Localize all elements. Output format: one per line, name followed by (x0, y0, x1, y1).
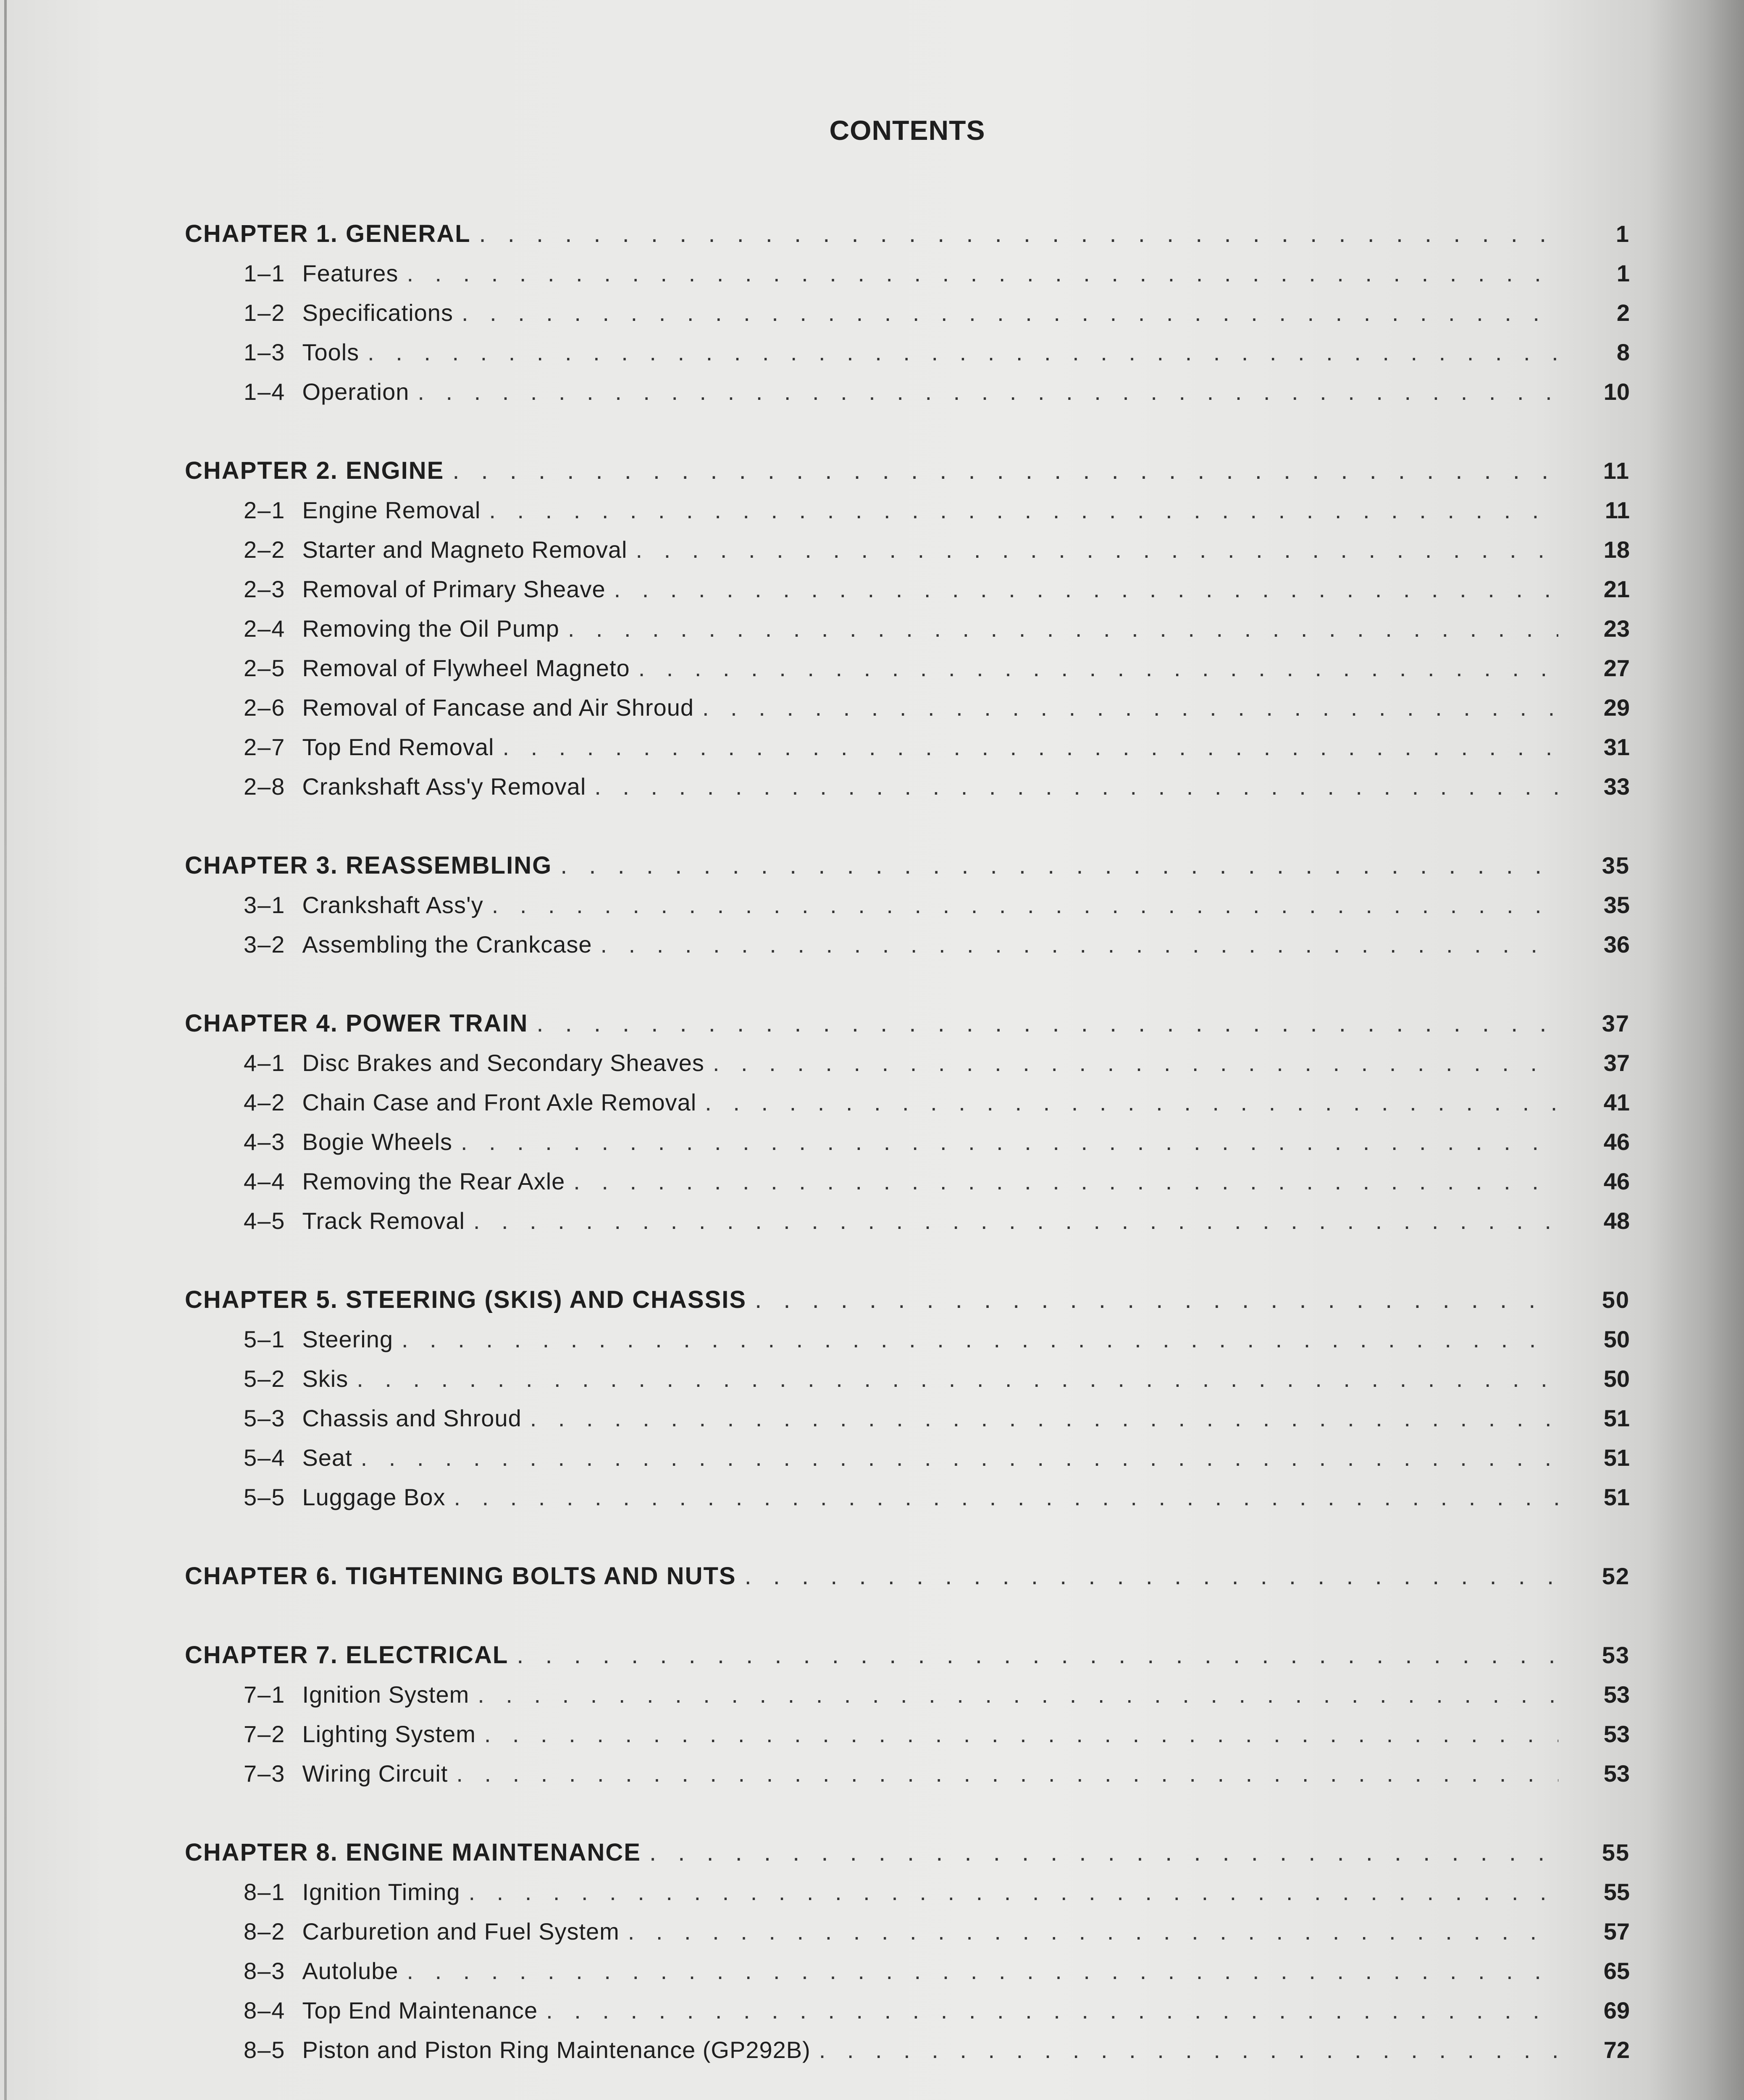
section-number: 1–4 (244, 378, 286, 405)
section-number: 5–1 (244, 1326, 286, 1352)
section-number: 8–2 (244, 1918, 286, 1945)
section-page-number: 51 (1603, 1444, 1630, 1471)
toc-section-entry (185, 1912, 1630, 1951)
section-title: Chassis and Shroud (302, 1405, 522, 1431)
section-title: Track Removal (302, 1208, 465, 1234)
section-page-number: 1 (1616, 260, 1630, 286)
section-page-number: 11 (1605, 497, 1630, 523)
dot-leader (469, 1872, 1558, 1912)
dot-leader (638, 648, 1558, 688)
section-title: Specifications (302, 299, 453, 326)
page-edge-shadow (1647, 0, 1744, 2100)
dot-leader (649, 1833, 1558, 1872)
section-title: Crankshaft Ass'y Removal (302, 773, 586, 800)
toc-chapter (185, 1004, 1630, 1241)
chapter-title: CHAPTER 4. POWER TRAIN (185, 1010, 528, 1037)
section-title: Carburetion and Fuel System (302, 1918, 620, 1945)
toc-chapter-entry (185, 1004, 1630, 1043)
section-page-number: 55 (1603, 1879, 1630, 1905)
section-page-number: 51 (1603, 1405, 1630, 1431)
toc-section-entry (185, 1320, 1630, 1359)
dot-leader (517, 1635, 1558, 1675)
section-number: 1–3 (244, 339, 286, 365)
section-number: 3–1 (244, 892, 286, 918)
dot-leader (636, 530, 1559, 570)
section-page-number: 53 (1603, 1681, 1630, 1708)
chapter-page-number: 55 (1602, 1839, 1630, 1866)
dot-leader (614, 570, 1558, 609)
section-number: 5–4 (244, 1444, 286, 1471)
section-title: Crankshaft Ass'y (302, 892, 483, 918)
section-page-number: 41 (1603, 1089, 1630, 1116)
dot-leader (601, 925, 1558, 964)
section-page-number: 65 (1603, 1958, 1630, 1984)
table-of-contents (185, 214, 1630, 2100)
toc-section-entry (185, 1043, 1630, 1083)
dot-leader (357, 1359, 1558, 1399)
section-number: 7–3 (244, 1760, 286, 1787)
section-number: 4–5 (244, 1208, 286, 1234)
section-page-number: 31 (1603, 734, 1630, 760)
section-page-number: 57 (1603, 1918, 1630, 1945)
section-page-number: 50 (1603, 1326, 1630, 1352)
toc-chapter-entry (185, 451, 1630, 491)
dot-leader (456, 1754, 1558, 1793)
section-number: 5–5 (244, 1484, 286, 1510)
toc-chapter (185, 1635, 1630, 1793)
section-number: 2–2 (244, 536, 286, 563)
toc-section-entry (185, 570, 1630, 609)
dot-leader (502, 727, 1558, 767)
section-number: 1–2 (244, 299, 286, 326)
toc-section-entry (185, 372, 1630, 412)
section-title: Lighting System (302, 1721, 476, 1747)
section-number: 4–2 (244, 1089, 286, 1116)
chapter-title: CHAPTER 7. ELECTRICAL (185, 1641, 509, 1669)
toc-section-entry (185, 530, 1630, 570)
toc-chapter (185, 451, 1630, 806)
dot-leader (546, 1991, 1558, 2030)
dot-leader (702, 688, 1558, 727)
section-number: 1–1 (244, 260, 286, 286)
section-page-number: 36 (1603, 931, 1630, 958)
toc-chapter-entry (185, 846, 1630, 885)
section-number: 2–1 (244, 497, 286, 523)
chapter-page-number: 50 (1602, 1286, 1630, 1313)
dot-leader (473, 1201, 1558, 1241)
toc-section-entry (185, 2030, 1630, 2070)
dot-leader (573, 1162, 1558, 1201)
binding-edge (4, 0, 7, 2100)
dot-leader (745, 1557, 1558, 1596)
toc-section-entry (185, 885, 1630, 925)
chapter-page-number: 37 (1602, 1010, 1630, 1037)
dot-leader (560, 846, 1558, 885)
section-number: 5–2 (244, 1365, 286, 1392)
section-page-number: 35 (1603, 892, 1630, 918)
dot-leader (402, 1320, 1558, 1359)
toc-chapter (185, 846, 1630, 964)
section-title: Bogie Wheels (302, 1129, 452, 1155)
section-title: Steering (302, 1326, 394, 1352)
dot-leader (454, 1478, 1558, 1517)
toc-section-entry (185, 1951, 1630, 1991)
dot-leader (628, 1912, 1558, 1951)
section-page-number: 37 (1603, 1050, 1630, 1076)
dot-leader (452, 451, 1558, 491)
toc-chapter-entry (185, 1833, 1630, 1872)
section-title: Luggage Box (302, 1484, 446, 1510)
toc-section-entry (185, 293, 1630, 333)
section-page-number: 33 (1603, 773, 1630, 800)
chapter-title: CHAPTER 2. ENGINE (185, 457, 444, 484)
section-number: 2–7 (244, 734, 286, 760)
section-page-number: 8 (1616, 339, 1630, 365)
toc-chapter-entry (185, 1635, 1630, 1675)
toc-section-entry (185, 1399, 1630, 1438)
section-page-number: 53 (1603, 1721, 1630, 1747)
section-number: 8–5 (244, 2037, 286, 2063)
section-title: Ignition System (302, 1681, 470, 1708)
chapter-page-number: 11 (1603, 457, 1630, 484)
section-number: 7–1 (244, 1681, 286, 1708)
dot-leader (713, 1043, 1558, 1083)
toc-chapter (185, 1280, 1630, 1517)
section-number: 4–3 (244, 1129, 286, 1155)
toc-section-entry (185, 767, 1630, 806)
toc-section-entry (185, 1162, 1630, 1201)
dot-leader (484, 1714, 1558, 1754)
section-page-number: 46 (1603, 1168, 1630, 1194)
section-page-number: 53 (1603, 1760, 1630, 1787)
section-number: 4–1 (244, 1050, 286, 1076)
chapter-title: CHAPTER 5. STEERING (SKIS) AND CHASSIS (185, 1286, 747, 1313)
section-title: Top End Removal (302, 734, 494, 760)
dot-leader (568, 609, 1558, 648)
section-title: Engine Removal (302, 497, 481, 523)
section-title: Autolube (302, 1958, 399, 1984)
section-title: Operation (302, 378, 410, 405)
section-title: Removing the Rear Axle (302, 1168, 565, 1194)
dot-leader (479, 214, 1558, 254)
section-title: Starter and Magneto Removal (302, 536, 628, 563)
toc-section-entry (185, 1122, 1630, 1162)
dot-leader (755, 1280, 1558, 1320)
section-title: Piston and Piston Ring Maintenance (GP292B) (302, 2037, 811, 2063)
dot-leader (594, 767, 1558, 806)
toc-chapter-entry (185, 1557, 1630, 1596)
dot-leader (530, 1399, 1558, 1438)
section-number: 4–4 (244, 1168, 286, 1194)
toc-chapter (185, 1833, 1630, 2070)
chapter-page-number: 53 (1602, 1642, 1630, 1668)
chapter-page-number: 35 (1602, 852, 1630, 879)
dot-leader (461, 1122, 1558, 1162)
section-number: 2–5 (244, 655, 286, 681)
section-page-number: 46 (1603, 1129, 1630, 1155)
section-number: 3–2 (244, 931, 286, 958)
section-page-number: 48 (1603, 1208, 1630, 1234)
toc-section-entry (185, 491, 1630, 530)
chapter-title: CHAPTER 1. GENERAL (185, 220, 471, 247)
toc-section-entry (185, 1991, 1630, 2030)
section-title: Skis (302, 1365, 349, 1392)
section-title: Seat (302, 1444, 352, 1471)
section-title: Assembling the Crankcase (302, 931, 592, 958)
dot-leader (536, 1004, 1558, 1043)
chapter-page-number: 52 (1602, 1563, 1630, 1589)
section-page-number: 10 (1603, 378, 1630, 405)
dot-leader (478, 1675, 1558, 1714)
section-page-number: 50 (1603, 1365, 1630, 1392)
toc-section-entry (185, 1359, 1630, 1399)
chapter-title: CHAPTER 6. TIGHTENING BOLTS AND NUTS (185, 1562, 736, 1590)
toc-section-entry (185, 1083, 1630, 1122)
section-number: 7–2 (244, 1721, 286, 1747)
section-page-number: 2 (1616, 299, 1630, 326)
section-title: Disc Brakes and Secondary Sheaves (302, 1050, 704, 1076)
dot-leader (492, 885, 1558, 925)
toc-section-entry (185, 1872, 1630, 1912)
section-number: 8–4 (244, 1997, 286, 2024)
section-title: Removal of Flywheel Magneto (302, 655, 630, 681)
toc-section-entry (185, 1201, 1630, 1241)
toc-section-entry (185, 1714, 1630, 1754)
section-number: 2–6 (244, 694, 286, 721)
section-page-number: 72 (1603, 2037, 1630, 2063)
toc-section-entry (185, 925, 1630, 964)
toc-section-entry (185, 727, 1630, 767)
section-page-number: 23 (1603, 615, 1630, 642)
section-number: 2–8 (244, 773, 286, 800)
section-title: Removal of Fancase and Air Shroud (302, 694, 694, 721)
section-number: 2–3 (244, 576, 286, 602)
dot-leader (418, 372, 1558, 412)
section-page-number: 69 (1603, 1997, 1630, 2024)
dot-leader (407, 254, 1558, 293)
section-page-number: 29 (1603, 694, 1630, 721)
dot-leader (705, 1083, 1558, 1122)
section-title: Tools (302, 339, 360, 365)
section-page-number: 27 (1603, 655, 1630, 681)
toc-section-entry (185, 254, 1630, 293)
section-number: 8–3 (244, 1958, 286, 1984)
section-title: Chain Case and Front Axle Removal (302, 1089, 697, 1116)
dot-leader (368, 333, 1558, 372)
chapter-title: CHAPTER 8. ENGINE MAINTENANCE (185, 1839, 641, 1866)
toc-section-entry (185, 1438, 1630, 1478)
toc-section-entry (185, 1675, 1630, 1714)
section-title: Features (302, 260, 399, 286)
section-page-number: 51 (1603, 1484, 1630, 1510)
section-number: 5–3 (244, 1405, 286, 1431)
dot-leader (819, 2030, 1558, 2070)
dot-leader (462, 293, 1558, 333)
toc-section-entry (185, 1478, 1630, 1517)
section-title: Removing the Oil Pump (302, 615, 559, 642)
section-page-number: 21 (1603, 576, 1630, 602)
dot-leader (489, 491, 1558, 530)
toc-section-entry (185, 648, 1630, 688)
toc-section-entry (185, 688, 1630, 727)
section-number: 8–1 (244, 1879, 286, 1905)
chapter-page-number: 1 (1615, 220, 1630, 247)
dot-leader (361, 1438, 1558, 1478)
section-title: Top End Maintenance (302, 1997, 538, 2024)
section-title: Removal of Primary Sheave (302, 576, 606, 602)
dot-leader (407, 1951, 1558, 1991)
toc-chapter-entry (185, 1280, 1630, 1320)
chapter-title: CHAPTER 3. REASSEMBLING (185, 852, 552, 879)
toc-chapter-entry (185, 214, 1630, 254)
toc-chapter (185, 214, 1630, 412)
section-page-number: 18 (1603, 536, 1630, 563)
toc-section-entry (185, 333, 1630, 372)
page-title: CONTENTS (829, 115, 985, 146)
section-title: Ignition Timing (302, 1879, 460, 1905)
toc-section-entry (185, 1754, 1630, 1793)
toc-section-entry (185, 609, 1630, 648)
section-number: 2–4 (244, 615, 286, 642)
section-title: Wiring Circuit (302, 1760, 448, 1787)
toc-chapter (185, 1557, 1630, 1596)
